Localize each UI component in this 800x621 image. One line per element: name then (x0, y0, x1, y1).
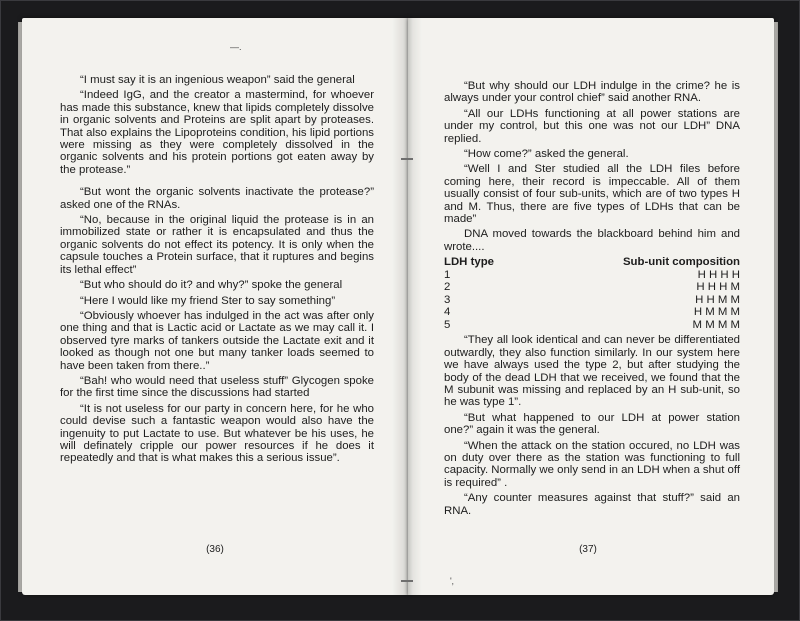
right-page (408, 18, 774, 595)
right-page-text (444, 80, 740, 520)
table-row (444, 281, 740, 294)
staple-bottom (401, 580, 413, 582)
table-cell: 2 (444, 281, 451, 294)
table-header-subunit-composition: Sub-unit composition (622, 256, 740, 269)
table-cell: 5 (444, 318, 451, 331)
table-header-row (444, 256, 740, 269)
ldh-table (444, 256, 740, 331)
table-row (444, 319, 740, 332)
table-row (444, 306, 740, 319)
page-number: (37) (579, 544, 597, 555)
table-row (444, 294, 740, 307)
paragraph: “Indeed IgG, and the creator a mastermind, for whoever has made this substance, knew that lipids completely dissolve in organic solvents and Proteins are split apart by proteases. That also explains the Lipoproteins condition, his lipid portions were missing as they were completely dissolved in the organic solvents and his protein portions got eaten away by the protease.” (60, 89, 374, 176)
paragraph: “No, because in the original liquid the protease is in an immobilized state or rather it is encapsulated and thus the organic solvents do not effect its potency. It is only when the capsule touches a Protein surface, that it ruptures and begins its lethal effect” (60, 214, 374, 276)
paragraph: “But wont the organic solvents inactivate the protease?” asked one of the RNAs. (60, 186, 374, 211)
paragraph: “Bah! who would need that useless stuff” Glycogen spoke for the first time since the discussions had started (60, 374, 374, 400)
paragraph: “Well I and Ster studied all the LDH files before coming here, their record is impeccable. All of them usually consist of four sub-units, which are of two types H and M. Thus, there are five types of LDHs that can be made” (444, 163, 740, 226)
table-row (444, 269, 740, 282)
table-cell: H H M M (695, 293, 740, 306)
paragraph: “But why should our LDH indulge in the crime? he is always under your control chief” said another RNA. (444, 80, 740, 105)
page-number: (36) (206, 544, 224, 555)
table-cell: H H H M (696, 281, 740, 294)
table-cell: 4 (444, 306, 451, 319)
paragraph: “Here I would like my friend Ster to say something” (80, 294, 336, 307)
ink-mark: —. (230, 42, 242, 52)
left-page (22, 18, 408, 595)
table-cell: H H H H (697, 268, 740, 281)
paragraph: DNA moved towards the blackboard behind him and wrote.... (444, 228, 740, 253)
paragraph: “It is not useless for our party in concern here, for he who could devise such a fantastic weapon would also have the ingenuity to put Lactate to use. But whatever be his uses, he will definately cripple our power resources if he does it repeatedly and that is what makes this a serious issue”. (60, 402, 374, 465)
paragraph: “Any counter measures against that stuff?” said an RNA. (444, 492, 740, 517)
paragraph: “All our LDHs functioning at all power stations are under my control, but this one was not our LDH” DNA replied. (444, 107, 740, 145)
table-cell: 3 (444, 293, 451, 306)
page-edge-right (774, 22, 778, 592)
table-cell: 1 (444, 268, 451, 281)
table-header-ldh-type: LDH type (444, 256, 494, 269)
paragraph: “But what happened to our LDH at power station one?” again it was the general. (444, 411, 740, 437)
paragraph: “But who should do it? and why?” spoke the general (80, 279, 343, 292)
left-page-text (60, 74, 374, 468)
table-cell: M M M M (692, 318, 740, 331)
paragraph: “When the attack on the station occured, no LDH was on duty over there as the station was functioning to full capacity. Normally we only send in an LDH when a shut off is required” . (444, 439, 740, 489)
paragraph: “How come?” asked the general. (464, 148, 629, 161)
staple-top (401, 158, 413, 160)
table-cell: H M M M (693, 306, 740, 319)
ink-mark: '‚ (450, 576, 454, 586)
paragraph: “Obviously whoever has indulged in the act was after only one thing and that is Lactic acid or Lactate as we may call it. I observed tyre marks of tankers outside the Lactate exit and it looked as though not one but many tanker loads seemed to have been taken from there..” (60, 309, 374, 372)
paragraph: “They all look identical and can never be differentiated outwardly, they also function similarly. In our system here we have always used the type 2, but after studying the body of the dead LDH that we received, we found that the M subunit was missing and replaced by an H sub-unit, so he was type 1”. (444, 334, 740, 409)
paragraph: “I must say it is an ingenious weapon” said the general (80, 74, 355, 86)
